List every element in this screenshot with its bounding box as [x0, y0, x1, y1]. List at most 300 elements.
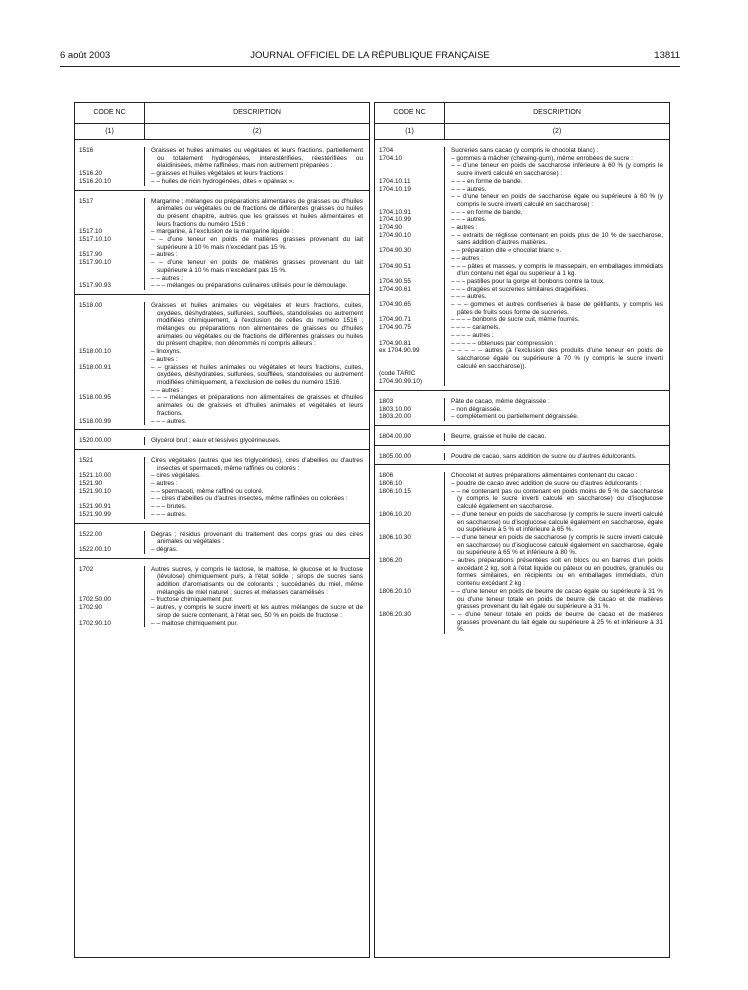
description-text: – – d'une teneur en poids de matières grasses provenant du lait supérieure à 10 % mais n'excédant pas 15 %. — [151, 236, 363, 251]
description-text: – – – autres. — [451, 293, 487, 301]
description-text: – – – – – autres (à l'exclusion des produits d'une teneur en poids de saccharose égale ou supérieure à 70 % (y compris le sucre inverti calculé en saccharose)). — [451, 347, 663, 370]
description-text: – – d'une teneur totale en poids de beurre de cacao et de matières grasses provenant du lait égale ou supérieure à 25 % et inférieure à 31 %. — [451, 610, 663, 634]
description-cell — [445, 263, 669, 278]
description-cell — [445, 511, 669, 534]
nc-code-cell: 1704.90 — [375, 224, 445, 232]
description-text: Chocolat et autres préparations alimentaires contenant du cacao : — [451, 472, 638, 480]
description-cell — [445, 370, 669, 378]
table-row — [375, 263, 669, 278]
table-row — [375, 278, 669, 286]
nc-code-cell — [375, 293, 445, 301]
description-text: – – – gommes et autres confiseries à base de gélifiants, y compris les pâtes de fruits sous forme de sucreries. — [451, 301, 663, 316]
description-cell — [445, 178, 669, 186]
description-cell — [145, 596, 369, 604]
description-cell — [445, 286, 669, 294]
description-text: – cires végétales. — [151, 472, 201, 480]
left-tariff-table — [74, 102, 370, 958]
left-table-body — [75, 140, 369, 631]
tariff-group — [375, 140, 669, 391]
table-row — [375, 178, 669, 186]
nc-code-cell — [75, 495, 145, 503]
table-row — [375, 216, 669, 224]
table-row — [375, 534, 669, 557]
description-text: – – autres : — [151, 386, 183, 394]
table-row — [375, 224, 669, 232]
tariff-group — [375, 465, 669, 638]
table-row — [375, 340, 669, 348]
description-cell — [145, 437, 369, 445]
description-text: – – – autres. — [151, 417, 187, 425]
description-text: – – – mélanges et préparations non alimentaires de graisses et d'huiles animales ou de graisses et d'huiles animales et végétales et leurs fractions. — [151, 394, 363, 417]
column-number-1: (1) — [75, 124, 145, 139]
description-cell — [445, 453, 669, 461]
table-row — [375, 316, 669, 324]
description-cell — [445, 278, 669, 286]
description-cell — [145, 546, 369, 554]
description-text: – – – mélanges ou préparations culinaires utilisés pour le démoulage. — [151, 282, 348, 290]
description-text: Beurre, graisse et huile de cacao. — [451, 432, 547, 440]
nc-code-cell — [375, 332, 445, 340]
description-cell — [445, 224, 669, 232]
description-text: – poudre de cacao avec addition de sucre ou d'autres édulcorants : — [451, 480, 642, 488]
description-cell — [445, 480, 669, 488]
tariff-group — [375, 426, 669, 446]
description-cell — [445, 232, 669, 247]
nc-code-cell — [75, 387, 145, 395]
nc-code-cell: 1517.10.10 — [75, 236, 145, 251]
table-row — [375, 472, 669, 480]
description-cell — [445, 557, 669, 588]
nc-code-cell: 1806.10 — [375, 480, 445, 488]
nc-code-cell: 1702 — [75, 566, 145, 597]
table-row — [75, 387, 369, 395]
description-text: – – – – bonbons de sucre cuit, même fourrés. — [451, 316, 580, 324]
nc-code-cell: 1805.00.00 — [375, 453, 445, 461]
description-text: – – ne contenant pas ou contenant en poids moins de 5 % de saccharose (y compris le sucre inverti calculé en saccharose) ou d'isoglucose calculé également en saccharose. — [451, 487, 663, 511]
description-cell — [145, 488, 369, 496]
journal-title: JOURNAL OFFICIEL DE LA RÉPUBLIQUE FRANÇAISE — [250, 50, 490, 61]
description-cell — [445, 433, 669, 441]
nc-code-cell: 1806.20.10 — [375, 588, 445, 611]
table-row — [75, 394, 369, 417]
description-cell — [445, 472, 669, 480]
description-cell — [145, 418, 369, 426]
nc-code-cell: 1704.90.61 — [375, 286, 445, 294]
table-row — [375, 255, 669, 263]
table-row — [75, 437, 369, 445]
table-row — [75, 604, 369, 619]
nc-code-cell: 1704.90.99.10) — [375, 378, 445, 386]
description-cell — [145, 472, 369, 480]
description-text: – margarine, à l'exclusion de la margarine liquide : — [151, 228, 294, 236]
description-cell — [145, 348, 369, 356]
description-cell — [445, 340, 669, 348]
description-text: – autres : — [151, 355, 178, 363]
description-text: – fructose chimiquement pur. — [151, 596, 234, 604]
description-text: – – huiles de ricin hydrogénées, dites « opalwax ». — [151, 177, 295, 185]
description-cell — [445, 488, 669, 511]
nc-code-cell: 1702.90.10 — [75, 620, 145, 628]
tariff-group — [75, 295, 369, 430]
table-row — [375, 193, 669, 208]
description-cell — [145, 511, 369, 519]
description-cell — [145, 387, 369, 395]
table-row — [375, 378, 669, 386]
tariff-group — [75, 524, 369, 559]
nc-code-cell: 1803 — [375, 398, 445, 406]
table-row — [375, 232, 669, 247]
description-text: – – – en forme de bande. — [451, 177, 523, 185]
nc-code-cell: 1702.50.00 — [75, 596, 145, 604]
table-row — [375, 406, 669, 414]
nc-code-cell: 1704.10.11 — [375, 178, 445, 186]
table-header-row — [75, 103, 369, 124]
nc-code-cell: 1803.20.00 — [375, 413, 445, 421]
description-cell — [145, 282, 369, 290]
column-number-2: (2) — [552, 128, 562, 135]
nc-code-cell — [375, 193, 445, 208]
nc-code-cell: 1517.90.10 — [75, 259, 145, 274]
nc-code-cell: 1521 — [75, 457, 145, 472]
table-row — [75, 198, 369, 229]
table-row — [75, 457, 369, 472]
tariff-group — [75, 430, 369, 450]
nc-code-cell: 1803.10.00 — [375, 406, 445, 414]
description-text: – – maltose chimiquement pur. — [151, 619, 239, 627]
description-text: – – autres : — [451, 254, 483, 262]
description-cell — [145, 259, 369, 274]
description-text: – gommes à mâcher (chewing-gum), même enrobées de sucre : — [451, 154, 633, 162]
table-row — [75, 418, 369, 426]
table-row — [375, 557, 669, 588]
description-text: – – – – autres : — [451, 331, 494, 339]
description-text: – – spermaceti, même raffiné ou coloré. — [151, 487, 264, 495]
table-row — [375, 347, 669, 370]
table-row — [375, 398, 669, 406]
table-row — [75, 503, 369, 511]
description-text: – – d'une teneur en poids de saccharose égale ou supérieure à 60 % (y compris le sucre inverti calculé en saccharose) : — [451, 193, 663, 208]
table-row — [75, 566, 369, 597]
table-row — [75, 488, 369, 496]
nc-code-cell: ex 1704.90.99 — [375, 347, 445, 370]
nc-code-cell: 1704.90.30 — [375, 247, 445, 255]
nc-code-cell: 1806.10.15 — [375, 488, 445, 511]
table-row — [75, 596, 369, 604]
description-text: – – – en forme de bande. — [451, 208, 523, 216]
description-text: – – – pâtes et masses, y compris le massepain, en emballages immédiats d'un contenu net égal ou supérieur à 1 kg. — [451, 262, 663, 278]
description-cell — [145, 147, 369, 170]
nc-code-cell: 1702.90 — [75, 604, 145, 619]
description-text: – – graisses et huiles animales ou végétales et leurs fractions, cuites, oxydées, déshydratées, sulfurées, soufflées, standolisées ou autrement modifiées chimiquement, à l'exclusion de celles du numéro 1516. — [151, 363, 363, 386]
description-cell — [145, 251, 369, 259]
table-row — [375, 301, 669, 316]
nc-code-cell: 1521.90.91 — [75, 503, 145, 511]
nc-code-cell: 1518.00.10 — [75, 348, 145, 356]
description-cell — [445, 406, 669, 414]
column-number-1: (1) — [375, 124, 445, 139]
description-text: – complètement ou partiellement dégraissée. — [451, 413, 579, 421]
table-row — [75, 275, 369, 283]
table-row — [375, 147, 669, 155]
description-cell — [445, 301, 669, 316]
table-row — [75, 364, 369, 387]
nc-code-cell: 1518.00.95 — [75, 394, 145, 417]
description-text: – – d'une teneur en poids de saccharose (y compris le sucre inverti calculé en saccharose) ou d'isoglucose calculé également en saccharose, égale ou supérieure à 65 % et inférieure à 80 %. — [451, 533, 663, 557]
nc-code-cell: 1704.10.91 — [375, 209, 445, 217]
description-cell — [445, 193, 669, 208]
description-cell — [145, 236, 369, 251]
tariff-group — [375, 391, 669, 426]
description-cell — [145, 503, 369, 511]
nc-code-cell: 1516 — [75, 147, 145, 170]
description-text: Pâte de cacao, même dégraissée : — [451, 397, 550, 405]
description-text: – – extraits de réglisse contenant en poids plus de 10 % de saccharose, sans addition d'autres matières. — [451, 231, 663, 247]
description-text: – – – brutes. — [151, 503, 187, 511]
nc-code-cell: 1704.90.51 — [375, 263, 445, 278]
description-text: Graisses et huiles animales ou végétales et leurs fractions, cuites, oxydées, déshydratées, sulfurées, soufflées, standolisées ou autrement modifiées chimiquement, à l'exclusion de celles du numéro 1516 ; mélanges ou préparations non alimentaires de graisses ou d'huiles animales ou végétales ou de fractions de différentes graisses ou huiles du présent chapitre, non dénommés ni compris ailleurs : — [151, 301, 363, 348]
table-row — [75, 282, 369, 290]
description-text: – non dégraissée. — [451, 405, 502, 413]
description-cell — [445, 332, 669, 340]
description-cell — [145, 302, 369, 348]
nc-code-cell: 1518.00.91 — [75, 364, 145, 387]
table-row — [375, 480, 669, 488]
description-cell — [145, 480, 369, 488]
description-text: Margarine ; mélanges ou préparations alimentaires de graisses ou d'huiles animales ou végétales ou de fractions de différentes graisses ou huiles du présent chapitre, autres que les graisses et huiles alimentaires et leurs fractions du numéro 1516 : — [151, 197, 363, 228]
description-text: Sucreries sans cacao (y compris le chocolat blanc) : — [451, 147, 599, 154]
table-row — [75, 348, 369, 356]
table-row — [75, 170, 369, 178]
nc-code-cell: 1704 — [375, 147, 445, 155]
tariff-group — [375, 446, 669, 466]
table-row — [75, 495, 369, 503]
table-number-row — [75, 124, 369, 140]
description-cell — [445, 611, 669, 634]
nc-code-cell: 1522.00 — [75, 531, 145, 546]
nc-code-cell: 1804.00.00 — [375, 433, 445, 441]
table-row — [75, 259, 369, 274]
nc-code-cell: 1517.10 — [75, 228, 145, 236]
description-cell — [445, 293, 669, 301]
table-row — [375, 293, 669, 301]
column-header-description: DESCRIPTION — [533, 109, 581, 116]
description-text: – autres : — [151, 480, 178, 488]
nc-code-cell — [375, 162, 445, 177]
description-cell — [445, 378, 669, 386]
description-text: – – d'une teneur en poids de saccharose inférieure à 60 % (y compris le sucre inverti calculé en saccharose) : — [451, 162, 663, 178]
table-row — [75, 178, 369, 186]
nc-code-cell: 1522.00.10 — [75, 546, 145, 554]
publication-date: 6 août 2003 — [60, 50, 111, 61]
description-cell — [445, 316, 669, 324]
nc-code-cell: 1520.00.00 — [75, 437, 145, 445]
table-row — [375, 433, 669, 441]
nc-code-cell: 1704.90.10 — [375, 232, 445, 247]
tariff-group — [75, 191, 369, 295]
nc-code-cell: 1704.90.75 — [375, 324, 445, 332]
description-cell — [445, 155, 669, 163]
nc-code-cell: 1521.10.00 — [75, 472, 145, 480]
description-cell — [445, 162, 669, 177]
table-row — [75, 147, 369, 170]
nc-code-cell: 1806 — [375, 472, 445, 480]
description-text: – autres : — [151, 251, 178, 259]
description-cell — [145, 228, 369, 236]
nc-code-cell: 1521.90.99 — [75, 511, 145, 519]
right-tariff-table — [374, 102, 670, 958]
table-row — [375, 286, 669, 294]
nc-code-cell: 1521.90 — [75, 480, 145, 488]
nc-code-cell: 1704.10.99 — [375, 216, 445, 224]
description-cell — [445, 209, 669, 217]
description-cell — [145, 364, 369, 387]
description-cell — [145, 178, 369, 186]
table-row — [75, 531, 369, 546]
description-cell — [145, 566, 369, 597]
column-number-2: (2) — [252, 128, 262, 135]
right-table-body — [375, 140, 669, 638]
tariff-group — [75, 450, 369, 524]
tariff-group — [75, 559, 369, 632]
description-cell — [445, 534, 669, 557]
nc-code-cell: 1704.10.19 — [375, 186, 445, 194]
nc-code-cell: 1516.20 — [75, 170, 145, 178]
description-text: – – – – caramels. — [451, 324, 501, 332]
description-text: Glycérol brut ; eaux et lessives glycérineuses. — [151, 437, 281, 445]
nc-code-cell: 1806.10.30 — [375, 534, 445, 557]
column-header-description: DESCRIPTION — [233, 109, 281, 116]
description-text: – – d'une teneur en poids de saccharose (y compris le sucre inverti calculé en saccharose) ou d'isoglucose calculé également en saccharose, égale ou supérieure à 5 % et inférieure à 65 %. — [451, 510, 663, 534]
description-text: Dégras ; résidus provenant du traitement des corps gras ou des cires animales ou végétales : — [151, 530, 363, 546]
table-row — [75, 236, 369, 251]
nc-code-cell: 1704.90.71 — [375, 316, 445, 324]
description-cell — [445, 147, 669, 155]
description-cell — [145, 604, 369, 619]
page-number: 13811 — [654, 50, 680, 61]
description-cell — [145, 356, 369, 364]
description-text: – linoxyns. — [151, 348, 182, 356]
description-cell — [145, 275, 369, 283]
description-cell — [145, 495, 369, 503]
description-text: – – d'une teneur en poids de beurre de cacao égale ou supérieure à 31 % ou d'une teneur totale en poids de beurre de cacao et de matières grasses provenant du lait égale ou supérieure à 31 %. — [451, 587, 663, 611]
table-row — [375, 162, 669, 177]
table-row — [75, 251, 369, 259]
description-cell — [145, 170, 369, 178]
column-header-code: CODE NC — [75, 103, 145, 123]
description-cell — [445, 398, 669, 406]
nc-code-cell: 1517 — [75, 198, 145, 229]
tariff-group — [75, 140, 369, 191]
table-row — [375, 324, 669, 332]
description-cell — [445, 216, 669, 224]
table-row — [375, 413, 669, 421]
table-number-row — [375, 124, 669, 140]
table-row — [375, 453, 669, 461]
table-row — [375, 247, 669, 255]
nc-code-cell: 1517.90.93 — [75, 282, 145, 290]
table-row — [75, 511, 369, 519]
column-header-code: CODE NC — [375, 103, 445, 123]
table-row — [375, 511, 669, 534]
table-row — [75, 546, 369, 554]
description-text: – – autres : — [151, 274, 183, 282]
description-text: – – – autres. — [151, 510, 187, 518]
description-cell — [145, 531, 369, 546]
description-cell — [445, 324, 669, 332]
table-row — [75, 620, 369, 628]
table-row — [375, 155, 669, 163]
nc-code-cell: 1518.00 — [75, 302, 145, 348]
nc-code-cell: 1704.90.55 — [375, 278, 445, 286]
description-text: – – – autres. — [451, 185, 487, 193]
nc-code-cell: 1806.20.30 — [375, 611, 445, 634]
nc-code-cell: (code TARIC — [375, 370, 445, 378]
table-row — [375, 332, 669, 340]
table-row — [375, 588, 669, 611]
description-text: – graisses et huiles végétales et leurs fractions : — [151, 170, 288, 178]
description-cell — [145, 394, 369, 417]
description-cell — [145, 620, 369, 628]
nc-code-cell — [75, 356, 145, 364]
nc-code-cell: 1704.10 — [375, 155, 445, 163]
description-cell — [145, 198, 369, 229]
description-cell — [145, 457, 369, 472]
description-text: – – cires d'abeilles ou d'autres insectes, même raffinées ou colorées : — [151, 495, 348, 503]
description-text: Poudre de cacao, sans addition de sucre ou d'autres édulcorants. — [451, 452, 637, 460]
description-cell — [445, 247, 669, 255]
description-text: – – préparation dite « chocolat blanc ». — [451, 247, 562, 255]
page-header — [60, 50, 680, 64]
table-row — [75, 228, 369, 236]
description-cell — [445, 255, 669, 263]
nc-code-cell: 1517.90 — [75, 251, 145, 259]
description-text: – – – autres. — [451, 216, 487, 224]
description-text: – autres préparations présentées soit en blocs ou en barres d'un poids excédant 2 kg, soit à l'état liquide ou pâteux ou en poudres, granulés ou formes similaires, en récipients ou en emballages immédiats, d'un contenu excédant 2 kg : — [451, 557, 663, 588]
nc-code-cell — [75, 275, 145, 283]
description-cell — [445, 413, 669, 421]
table-row — [75, 356, 369, 364]
nc-code-cell: 1704.90.65 — [375, 301, 445, 316]
description-text: Cires végétales (autres que les triglycérides), cires d'abeilles ou d'autres insectes et spermaceti, même raffinés ou colorés : — [151, 456, 363, 472]
description-text: – autres, y compris le sucre inverti et les autres mélanges de sucre et de sirop de sucre contenant, à l'état sec, 50 % en poids de fructose : — [151, 604, 363, 619]
description-text: – – – pastilles pour la gorge et bonbons contre la toux. — [451, 277, 605, 285]
table-row — [375, 209, 669, 217]
description-text: – – – dragées et sucreries similaires dragéifiées. — [451, 285, 589, 293]
table-row — [75, 472, 369, 480]
nc-code-cell: 1521.90.10 — [75, 488, 145, 496]
table-header-row — [375, 103, 669, 124]
table-row — [375, 370, 669, 378]
description-text: Graisses et huiles animales ou végétales et leurs fractions, partiellement ou totalement hydrogénées, interestérifiées, réestérifiées ou élaïdinisées, même raffinées, mais non autrement préparées : — [151, 147, 363, 170]
nc-code-cell — [375, 255, 445, 263]
table-row — [75, 302, 369, 348]
description-text: – – – – – obtenues par compression : — [451, 339, 557, 347]
description-text: – – d'une teneur en poids de matières grasses provenant du lait supérieure à 10 % mais n'excédant pas 15 %. — [151, 259, 363, 274]
description-text: – dégras. — [151, 545, 178, 553]
description-cell — [445, 347, 669, 370]
table-row — [375, 186, 669, 194]
nc-code-cell: 1518.00.99 — [75, 418, 145, 426]
table-row — [375, 611, 669, 634]
table-row — [75, 480, 369, 488]
nc-code-cell: 1516.20.10 — [75, 178, 145, 186]
header-rule — [60, 66, 680, 67]
nc-code-cell: 1806.20 — [375, 557, 445, 588]
description-cell — [445, 186, 669, 194]
description-text: – autres : — [451, 224, 478, 232]
table-row — [375, 488, 669, 511]
description-cell — [445, 588, 669, 611]
